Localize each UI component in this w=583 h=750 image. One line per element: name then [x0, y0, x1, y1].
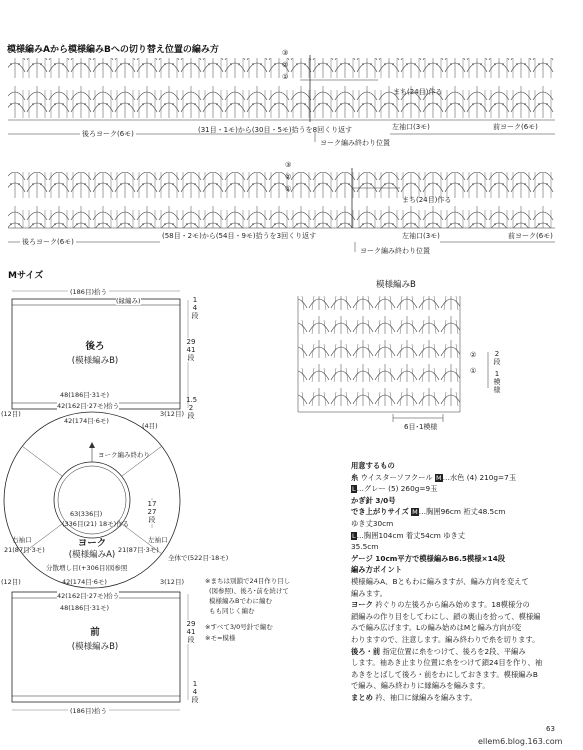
point-header: 編み方ポイント — [351, 565, 403, 575]
finishing-text: まとめ 衿、袖口に縁編みを編みます。 — [351, 692, 477, 702]
point-text: 模様編みA、Bともわに編みますが、編み方向を変えて — [351, 576, 529, 586]
row-1-marker: ① — [470, 367, 477, 375]
yoke-text: ヨーク 衿ぐりの左後ろから編み始めます。18模様分の — [351, 600, 530, 610]
watermark: ellem6.blog.163.com — [478, 737, 563, 746]
note-1: ※まちは別鎖で24目作り目し — [205, 577, 291, 585]
yoke-text: わりますので、注意します。編み終わりで糸を切ります。 — [351, 634, 540, 644]
front-yoke-label: 前ヨーク(6モ) — [493, 123, 538, 131]
front-yoke-label: 前ヨーク(6モ) — [508, 232, 553, 240]
size-line-l: L…胸囲104cm 着丈54cm ゆき丈 — [352, 530, 466, 540]
back-title: 後ろ — [85, 341, 105, 352]
row-3-marker: ③ — [285, 161, 292, 169]
neck-label-2: (336目(21) 18モ)作る — [62, 520, 130, 528]
bodies-text: あきをとばして後ろ・前をわにしておきます。模様編みB — [351, 669, 538, 679]
materials-header: 用意するもの — [351, 461, 395, 470]
left-armhole-label: 左袖口 — [148, 536, 168, 544]
pattern-b-title: 模様編みB — [376, 280, 416, 290]
point-text: 編みます。 — [351, 588, 387, 598]
row-2-marker: ② — [285, 173, 292, 181]
size-line-m2: ゆき丈30cm — [351, 518, 394, 528]
gauge-line: ゲージ 10cm平方で模様編みB6.5模様×14段 — [351, 553, 506, 563]
yoke-text: 鎖編みの作り目をしてわにし、鎖の裏山を拾って、模様編 — [351, 611, 541, 621]
back-base-measure: 1.5 2段 — [186, 396, 198, 420]
front-subtitle: (模様編みB) — [71, 642, 119, 652]
size-title: Mサイズ — [8, 271, 44, 281]
yoke-text: みで編み広げます。Lの編み始めはMと編み方向が変 — [351, 623, 522, 633]
front-base-label-2: 48(186目·31モ) — [60, 604, 110, 612]
front-title: 前 — [90, 627, 100, 638]
right-gusset-label: 3(12目) — [160, 410, 184, 418]
yoke-end-label: ヨーク編み終わり位置 — [320, 139, 390, 147]
back-base-label-2: 42(162目·27モ)拾う — [57, 402, 120, 410]
edge-top-measure: 1 4段 — [191, 296, 199, 320]
yoke-subtitle: (模様編みA) — [68, 550, 116, 560]
pickup-label: (58目・2モ)から(54目・9モ)拾うを3回くり返す — [162, 232, 317, 240]
yarn-line: 糸 ウイスターソフクール M…水色 (4) 210g=7玉 — [351, 472, 517, 482]
pattern-b-bottom: 6目･1模様 — [404, 423, 438, 431]
back-subtitle: (模様編みB) — [71, 356, 119, 366]
yoke-end-label: ヨーク編み終わり位置 — [360, 247, 430, 255]
edging-label: (縁編み) — [116, 297, 141, 305]
bottom-width-label: (186目)拾う — [70, 707, 107, 715]
row-3-marker: ③ — [282, 49, 289, 57]
total-label: 全体で(522目·18モ) — [168, 554, 229, 562]
yoke-4-label: (4目) — [142, 422, 158, 430]
right-gusset-label-b: 3(12目) — [160, 578, 184, 586]
note-3: 模様編みBでわに編む — [209, 597, 272, 605]
top-width-label: (186目)拾う — [70, 288, 107, 296]
yarn-line-l: L…グレー (5) 260g=9玉 — [352, 484, 438, 494]
edge-bottom-measure: 1 4段 — [191, 680, 199, 704]
right-armhole-value: 21(87目·3モ) — [4, 546, 45, 554]
note-5: ※すべて3/0号針で編む — [205, 623, 273, 631]
bodies-text: します。袖あき止まり位置に糸をつけて鎖24目を作り、袖 — [351, 658, 543, 668]
left-gusset-label: (12目) — [1, 410, 21, 418]
left-armhole-value: 21(87目·3モ) — [118, 546, 159, 554]
back-yoke-label: 後ろヨーク(6モ) — [22, 238, 74, 246]
size-line-l2: 35.5cm — [351, 542, 379, 552]
left-armhole-label: 左袖口(3モ) — [392, 123, 430, 131]
bodies-text: で編み、編み終わりに縁編みを編みます。 — [351, 681, 490, 691]
page-heading: 模様編みAから模様編みBへの切り替え位置の編み方 — [7, 45, 219, 55]
row-2-marker: ② — [470, 351, 477, 359]
row-2-marker: ② — [282, 61, 289, 69]
note-2: (図参照)、後ろ･前を続けて — [209, 587, 289, 595]
back-height-measure: 29 41段 — [186, 338, 196, 362]
chain-label: まち(24目)作る — [402, 196, 452, 204]
pattern-b-rows: 2段 — [493, 350, 501, 366]
note-6: ※モ=模様 — [205, 634, 236, 642]
note-4: もも同じく編む — [209, 607, 255, 615]
bodies-text: 後ろ・前 指定位置に糸をつけて、後ろを2段、平編み — [351, 646, 526, 656]
side-measure: 17 27段 — [147, 500, 157, 524]
increase-label: 分散増し目(+306目)図参照 — [46, 564, 128, 572]
left-gusset-label-b: (12目) — [1, 578, 21, 586]
left-armhole-label: 左袖口(3モ) — [402, 232, 440, 240]
pickup-label: (31目・1モ)から(30目・5モ)拾うを8回くり返す — [198, 126, 353, 134]
yoke-bottom-label: 42(174目·6モ) — [62, 578, 107, 586]
pattern-b-unit: 1模様 — [493, 370, 501, 394]
needle-line: かぎ針 3/0号 — [351, 495, 396, 505]
chain-label: まち(24目)作る — [393, 88, 443, 96]
yoke-end-label: ヨーク編み終わり — [98, 451, 150, 459]
yoke-title: ヨーク — [77, 538, 107, 549]
yoke-top-label: 42(174目·6モ) — [64, 417, 109, 425]
front-base-label-1: 42(162目·27モ)拾う — [57, 592, 120, 600]
row-1-marker: ① — [285, 185, 292, 193]
row-1-marker: ① — [282, 73, 289, 81]
size-line-m: でき上がりサイズ M…胸囲96cm 裄丈48.5cm — [351, 507, 506, 517]
neck-label: 63(336目) — [70, 510, 103, 518]
front-height-measure: 29 41段 — [186, 620, 196, 644]
right-armhole-label: 右袖口 — [12, 536, 32, 544]
back-base-label-1: 48(186目·31モ) — [60, 391, 110, 399]
page-number: 63 — [546, 725, 555, 733]
materials-block — [351, 460, 576, 703]
back-yoke-label: 後ろヨーク(6モ) — [82, 130, 134, 138]
